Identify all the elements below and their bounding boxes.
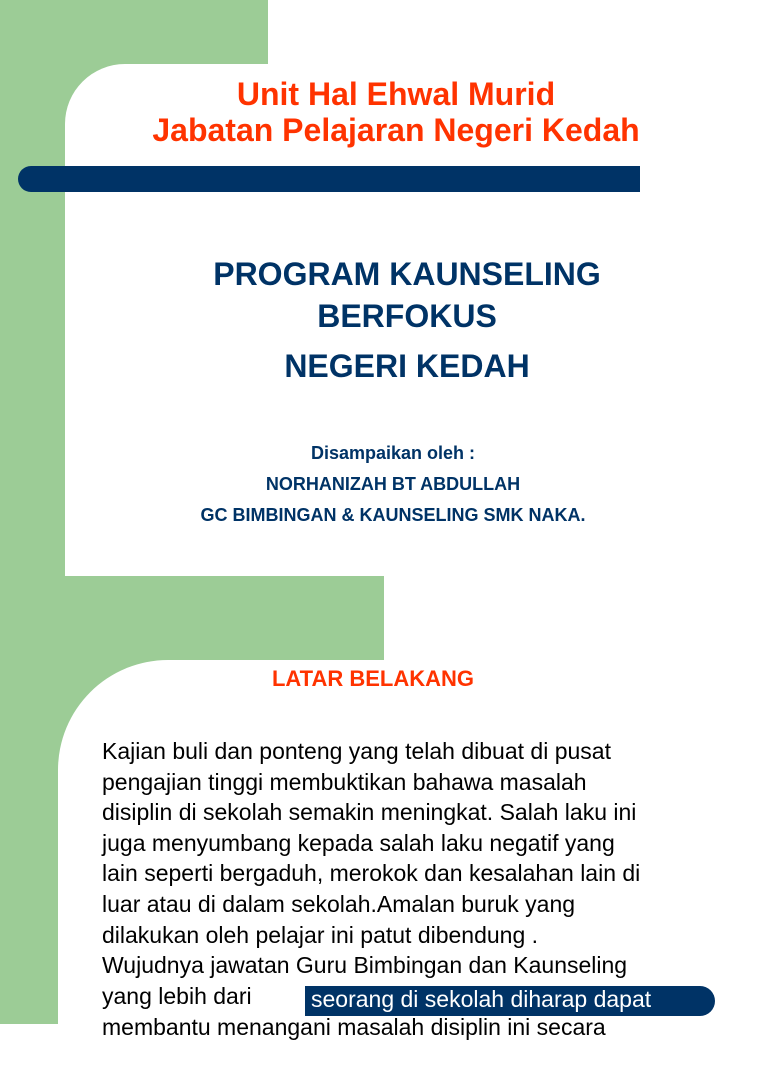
program-title-line-1: PROGRAM KAUNSELING	[213, 256, 601, 292]
presenter-name: NORHANIZAH BT ABDULLAH	[265, 474, 521, 494]
presenter-role: GC BIMBINGAN & KAUNSELING SMK NAKA.	[200, 505, 586, 525]
program-title-line-3: NEGERI KEDAH	[284, 348, 530, 384]
body-line: yang lebih dari	[102, 982, 252, 1009]
body-line: pengajian tinggi membuktikan bahawa masalah	[102, 768, 587, 795]
section-title: LATAR BELAKANG	[271, 666, 475, 691]
body-line: lain seperti bergaduh, merokok dan kesalahan lain di	[102, 860, 641, 887]
body-line: disiplin di sekolah semakin meningkat. Salah laku ini	[102, 799, 637, 826]
body-line: luar atau di dalam sekolah.Amalan buruk yang	[102, 890, 576, 917]
background-slide	[0, 576, 768, 1040]
presenter-label: Disampaikan oleh :	[310, 443, 476, 463]
green-top-panel	[65, 0, 268, 64]
body-paragraph	[102, 736, 722, 1011]
header-line-1: Unit Hal Ehwal Murid	[236, 76, 556, 112]
highlight-bar-text: seorang di sekolah diharap dapat	[311, 986, 652, 1012]
header-line-2: Jabatan Pelajaran Negeri Kedah	[152, 112, 640, 148]
body-line: Wujudnya jawatan Guru Bimbingan dan Kaunseling	[102, 952, 628, 979]
body-last-line: membantu menangani masalah disiplin ini secara	[102, 1014, 606, 1040]
body-line: juga menyumbang kepada salah laku negatif yang	[102, 829, 615, 856]
body-line: dilakukan oleh pelajar ini patut dibendung .	[102, 921, 539, 948]
body-line: Kajian buli dan ponteng yang telah dibuat di pusat	[102, 738, 611, 764]
program-title-line-2: BERFOKUS	[317, 298, 497, 334]
divider-bar	[18, 166, 640, 192]
